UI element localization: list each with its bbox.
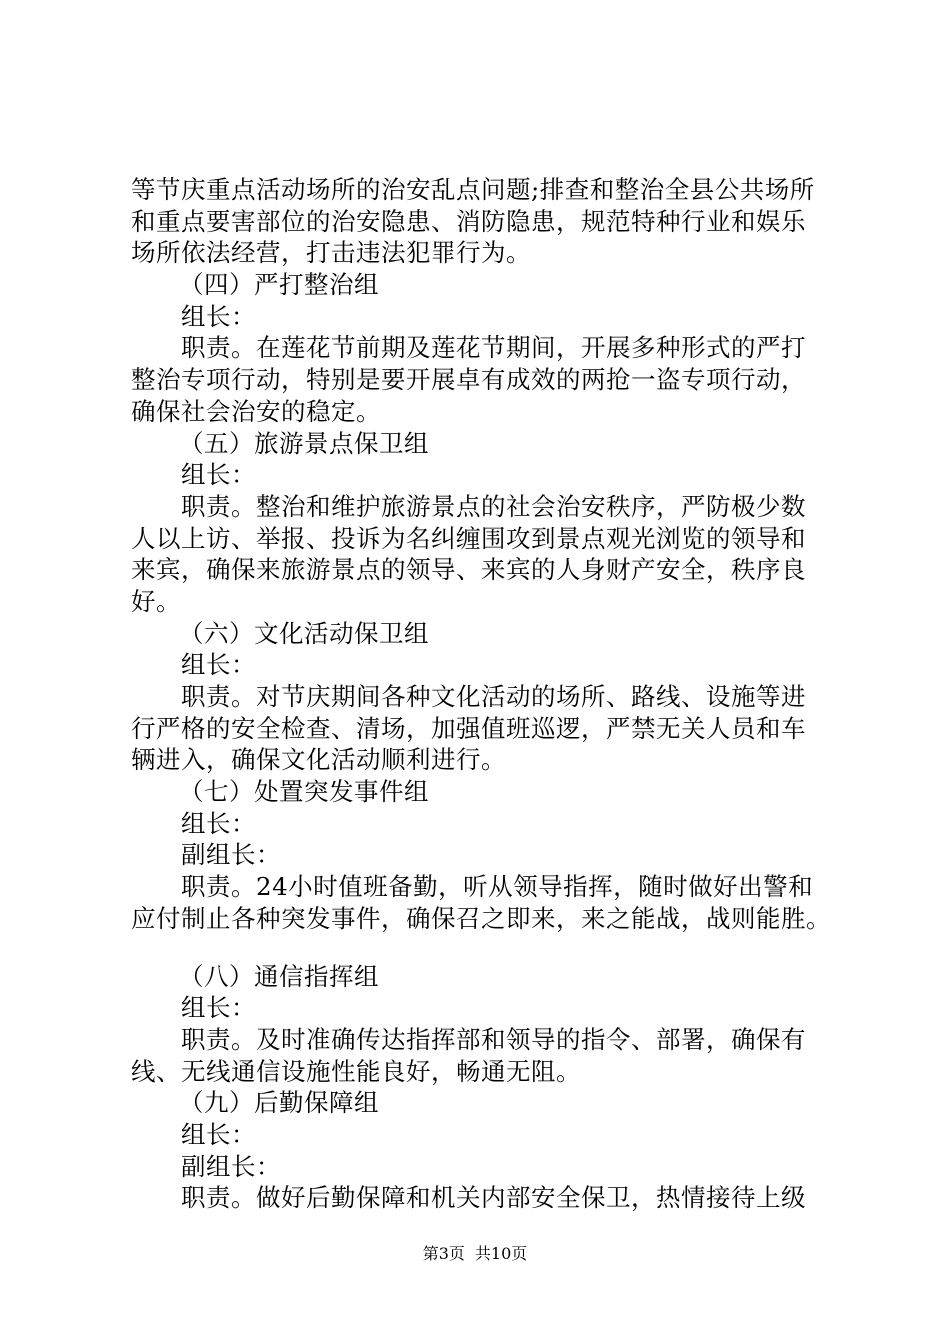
body-line: 好。 [131, 586, 181, 616]
page-number-total: 共10页 [474, 1244, 528, 1263]
body-line: 来宾，确保来旅游景点的领导、来宾的人身财产安全，秩序良 [131, 555, 806, 585]
duty-paragraph: 职责。做好后勤保障和机关内部安全保卫，热情接待上级 [181, 1183, 806, 1213]
body-line: 线、无线通信设施性能良好，畅通无阻。 [131, 1056, 581, 1086]
body-line: 确保社会治安的稳定。 [131, 396, 381, 426]
duty-paragraph: 职责。在莲花节前期及莲花节期间，开展多种形式的严打 [181, 333, 806, 363]
deputy-leader-label: 副组长： [181, 1151, 281, 1181]
body-line: 场所依法经营，打击违法犯罪行为。 [131, 238, 531, 268]
section-heading-8: （八）通信指挥组 [179, 961, 379, 991]
group-leader-label: 组长： [181, 650, 256, 680]
body-line: 辆进入，确保文化活动顺利进行。 [131, 745, 506, 775]
section-heading-7: （七）处置突发事件组 [179, 777, 429, 807]
page-number-current: 第3页 [422, 1244, 465, 1263]
duty-paragraph: 职责。整治和维护旅游景点的社会治安秩序，严防极少数 [181, 491, 806, 521]
body-line: 行严格的安全检查、清场，加强值班巡逻，严禁无关人员和车 [131, 713, 806, 743]
body-line: 和重点要害部位的治安隐患、消防隐患，规范特种行业和娱乐 [131, 206, 806, 236]
section-heading-5: （五）旅游景点保卫组 [179, 428, 429, 458]
group-leader-label: 组长： [181, 460, 256, 490]
duty-paragraph: 职责。及时准确传达指挥部和领导的指令、部署，确保有 [181, 1024, 806, 1054]
group-leader-label: 组长： [181, 993, 256, 1023]
document-body [131, 174, 841, 1214]
group-leader-label: 组长： [181, 301, 256, 331]
section-heading-4: （四）严打整治组 [179, 270, 379, 300]
duty-paragraph: 职责。对节庆期间各种文化活动的场所、路线、设施等进 [181, 682, 806, 711]
page-footer [0, 1244, 950, 1264]
duty-paragraph: 职责。24小时值班备勤，听从领导指挥，随时做好出警和 [181, 872, 814, 902]
body-line: 应付制止各种突发事件，确保召之即来，来之能战，战则能胜。 [131, 903, 831, 933]
section-heading-9: （九）后勤保障组 [179, 1088, 379, 1118]
deputy-leader-label: 副组长： [181, 840, 281, 870]
body-line: 等节庆重点活动场所的治安乱点问题;排查和整治全县公共场所 [131, 175, 815, 204]
group-leader-label: 组长： [181, 1119, 256, 1149]
group-leader-label: 组长： [181, 808, 256, 838]
body-line: 人以上访、举报、投诉为名纠缠围攻到景点观光浏览的领导和 [131, 523, 806, 553]
body-line: 整治专项行动，特别是要开展卓有成效的两抢一盗专项行动， [131, 365, 806, 395]
paragraph-gap [131, 935, 841, 961]
section-heading-6: （六）文化活动保卫组 [179, 618, 429, 648]
